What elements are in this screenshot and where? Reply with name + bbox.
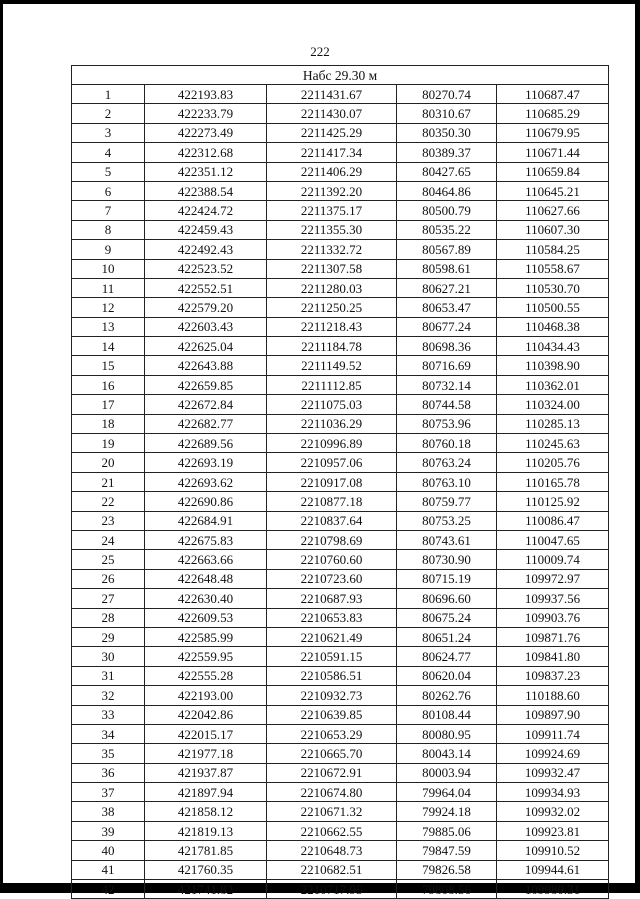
coord-y-cell: 2210591.15 bbox=[267, 647, 397, 666]
coord-x-local-cell: 80598.61 bbox=[397, 259, 497, 278]
coord-y-cell: 2210932.73 bbox=[267, 686, 397, 705]
point-number-cell: 33 bbox=[72, 705, 145, 724]
point-number-cell: 31 bbox=[72, 666, 145, 685]
coord-x-cell: 421819.13 bbox=[145, 821, 267, 840]
table-row bbox=[72, 821, 609, 840]
coord-y-cell: 2211430.07 bbox=[267, 104, 397, 123]
coord-y-local-cell: 110645.21 bbox=[497, 181, 609, 200]
coord-y-local-cell: 110324.00 bbox=[497, 395, 609, 414]
coord-y-cell: 2210672.91 bbox=[267, 763, 397, 782]
coord-y-local-cell: 110627.66 bbox=[497, 201, 609, 220]
coord-y-local-cell: 109910.52 bbox=[497, 841, 609, 860]
coord-y-cell: 2210760.60 bbox=[267, 550, 397, 569]
coord-y-cell: 2210639.85 bbox=[267, 705, 397, 724]
coord-x-cell: 421760.35 bbox=[145, 860, 267, 879]
coord-x-local-cell: 80310.67 bbox=[397, 104, 497, 123]
coord-x-local-cell: 80743.61 bbox=[397, 530, 497, 549]
coord-x-cell: 422552.51 bbox=[145, 278, 267, 297]
coord-y-cell: 2210674.80 bbox=[267, 783, 397, 802]
coord-x-cell: 422579.20 bbox=[145, 298, 267, 317]
coord-x-local-cell: 80270.74 bbox=[397, 85, 497, 104]
table-row bbox=[72, 530, 609, 549]
table-row bbox=[72, 375, 609, 394]
table-row bbox=[72, 317, 609, 336]
coord-x-local-cell: 80624.77 bbox=[397, 647, 497, 666]
point-number-cell: 9 bbox=[72, 240, 145, 259]
point-number-cell: 12 bbox=[72, 298, 145, 317]
scan-border-top bbox=[0, 0, 640, 4]
table-row bbox=[72, 220, 609, 239]
point-number-cell: 10 bbox=[72, 259, 145, 278]
coordinates-table bbox=[71, 65, 609, 899]
coord-x-local-cell: 80651.24 bbox=[397, 627, 497, 646]
coord-x-cell: 422492.43 bbox=[145, 240, 267, 259]
coord-x-cell: 422585.99 bbox=[145, 627, 267, 646]
coord-x-cell: 422630.40 bbox=[145, 589, 267, 608]
table-header: Набс 29.30 м bbox=[72, 66, 609, 85]
coord-x-local-cell: 80763.10 bbox=[397, 472, 497, 491]
coord-x-cell: 422675.83 bbox=[145, 530, 267, 549]
coord-y-local-cell: 109924.69 bbox=[497, 744, 609, 763]
coord-x-local-cell: 80535.22 bbox=[397, 220, 497, 239]
table-row bbox=[72, 337, 609, 356]
coord-y-local-cell: 110558.67 bbox=[497, 259, 609, 278]
page-number: 222 bbox=[310, 44, 330, 59]
coord-y-local-cell: 110165.78 bbox=[497, 472, 609, 491]
coord-x-local-cell: 80698.36 bbox=[397, 337, 497, 356]
table-row bbox=[72, 492, 609, 511]
table-row bbox=[72, 395, 609, 414]
table-row bbox=[72, 123, 609, 142]
table-row bbox=[72, 143, 609, 162]
coord-y-local-cell: 109841.80 bbox=[497, 647, 609, 666]
coord-x-cell: 421741.82 bbox=[145, 880, 267, 899]
coord-y-local-cell: 109911.74 bbox=[497, 724, 609, 743]
coord-y-cell: 2211392.20 bbox=[267, 181, 397, 200]
coord-y-cell: 2211075.03 bbox=[267, 395, 397, 414]
table-row bbox=[72, 744, 609, 763]
coord-x-local-cell: 80464.86 bbox=[397, 181, 497, 200]
point-number-cell: 41 bbox=[72, 860, 145, 879]
coord-x-local-cell: 80744.58 bbox=[397, 395, 497, 414]
table-row bbox=[72, 763, 609, 782]
coord-y-local-cell: 110047.65 bbox=[497, 530, 609, 549]
table-row bbox=[72, 686, 609, 705]
table-row bbox=[72, 627, 609, 646]
table-row bbox=[72, 647, 609, 666]
coord-x-cell: 422388.54 bbox=[145, 181, 267, 200]
coord-x-cell: 422663.66 bbox=[145, 550, 267, 569]
coord-x-local-cell: 79885.06 bbox=[397, 821, 497, 840]
coord-y-cell: 2211355.30 bbox=[267, 220, 397, 239]
coord-x-cell: 422693.62 bbox=[145, 472, 267, 491]
coord-x-cell: 421937.87 bbox=[145, 763, 267, 782]
point-number-cell: 23 bbox=[72, 511, 145, 530]
coord-x-cell: 421977.18 bbox=[145, 744, 267, 763]
coord-y-cell: 2210917.08 bbox=[267, 472, 397, 491]
coord-y-cell: 2210671.32 bbox=[267, 802, 397, 821]
coord-y-local-cell: 109923.81 bbox=[497, 821, 609, 840]
coord-x-local-cell: 80653.47 bbox=[397, 298, 497, 317]
coord-x-cell: 422659.85 bbox=[145, 375, 267, 394]
table-header-row bbox=[72, 66, 609, 85]
coord-x-local-cell: 80716.69 bbox=[397, 356, 497, 375]
coord-y-cell: 2210687.93 bbox=[267, 589, 397, 608]
coord-y-cell: 2210653.29 bbox=[267, 724, 397, 743]
table-row bbox=[72, 705, 609, 724]
coord-x-local-cell: 80675.24 bbox=[397, 608, 497, 627]
point-number-cell: 16 bbox=[72, 375, 145, 394]
coord-x-cell: 422682.77 bbox=[145, 414, 267, 433]
coord-y-cell: 2211184.78 bbox=[267, 337, 397, 356]
coord-y-local-cell: 110500.55 bbox=[497, 298, 609, 317]
point-number-cell: 6 bbox=[72, 181, 145, 200]
point-number-cell: 22 bbox=[72, 492, 145, 511]
coord-x-local-cell: 79964.04 bbox=[397, 783, 497, 802]
table-row bbox=[72, 569, 609, 588]
coord-x-local-cell: 80763.24 bbox=[397, 453, 497, 472]
coord-x-cell: 422193.00 bbox=[145, 686, 267, 705]
coord-x-local-cell: 80080.95 bbox=[397, 724, 497, 743]
coord-y-cell: 2210837.64 bbox=[267, 511, 397, 530]
coord-y-cell: 2210662.55 bbox=[267, 821, 397, 840]
coord-y-cell: 2210586.51 bbox=[267, 666, 397, 685]
coord-x-cell: 422643.88 bbox=[145, 356, 267, 375]
point-number-cell: 42 bbox=[72, 880, 145, 899]
table-row bbox=[72, 608, 609, 627]
coord-y-cell: 2210648.73 bbox=[267, 841, 397, 860]
coord-y-cell: 2210682.51 bbox=[267, 860, 397, 879]
point-number-cell: 5 bbox=[72, 162, 145, 181]
coord-y-cell: 2211036.29 bbox=[267, 414, 397, 433]
coord-x-local-cell: 79808.56 bbox=[397, 880, 497, 899]
coord-x-cell: 422648.48 bbox=[145, 569, 267, 588]
coord-y-cell: 2211112.85 bbox=[267, 375, 397, 394]
coord-x-cell: 422233.79 bbox=[145, 104, 267, 123]
point-number-cell: 36 bbox=[72, 763, 145, 782]
coord-y-local-cell: 109871.76 bbox=[497, 627, 609, 646]
table-row bbox=[72, 860, 609, 879]
coord-x-local-cell: 80620.04 bbox=[397, 666, 497, 685]
point-number-cell: 20 bbox=[72, 453, 145, 472]
coord-x-cell: 422523.52 bbox=[145, 259, 267, 278]
point-number-cell: 13 bbox=[72, 317, 145, 336]
coord-y-local-cell: 109932.47 bbox=[497, 763, 609, 782]
coord-x-local-cell: 80760.18 bbox=[397, 434, 497, 453]
table-row bbox=[72, 201, 609, 220]
coord-x-local-cell: 80677.24 bbox=[397, 317, 497, 336]
point-number-cell: 19 bbox=[72, 434, 145, 453]
coord-x-local-cell: 80759.77 bbox=[397, 492, 497, 511]
coord-y-local-cell: 110245.63 bbox=[497, 434, 609, 453]
coord-x-local-cell: 80715.19 bbox=[397, 569, 497, 588]
coord-x-cell: 421858.12 bbox=[145, 802, 267, 821]
table-row bbox=[72, 472, 609, 491]
coord-y-local-cell: 110685.29 bbox=[497, 104, 609, 123]
point-number-cell: 29 bbox=[72, 627, 145, 646]
point-number-cell: 2 bbox=[72, 104, 145, 123]
coord-x-local-cell: 80262.76 bbox=[397, 686, 497, 705]
coord-y-cell: 2210717.95 bbox=[267, 880, 397, 899]
coord-y-cell: 2210877.18 bbox=[267, 492, 397, 511]
coord-y-local-cell: 110659.84 bbox=[497, 162, 609, 181]
coord-y-cell: 2211425.29 bbox=[267, 123, 397, 142]
point-number-cell: 27 bbox=[72, 589, 145, 608]
coord-x-cell: 422689.56 bbox=[145, 434, 267, 453]
table-row bbox=[72, 434, 609, 453]
point-number-cell: 3 bbox=[72, 123, 145, 142]
coord-x-cell: 422424.72 bbox=[145, 201, 267, 220]
table-row bbox=[72, 356, 609, 375]
table-row bbox=[72, 278, 609, 297]
coord-x-cell: 422273.49 bbox=[145, 123, 267, 142]
coord-x-cell: 422625.04 bbox=[145, 337, 267, 356]
coord-y-cell: 2210996.89 bbox=[267, 434, 397, 453]
table-row bbox=[72, 453, 609, 472]
coord-y-cell: 2211375.17 bbox=[267, 201, 397, 220]
point-number-cell: 28 bbox=[72, 608, 145, 627]
coord-y-local-cell: 110009.74 bbox=[497, 550, 609, 569]
coord-x-cell: 422603.43 bbox=[145, 317, 267, 336]
coord-y-local-cell: 110205.76 bbox=[497, 453, 609, 472]
table-row bbox=[72, 802, 609, 821]
coord-y-local-cell: 110584.25 bbox=[497, 240, 609, 259]
coord-y-local-cell: 109937.56 bbox=[497, 589, 609, 608]
point-number-cell: 4 bbox=[72, 143, 145, 162]
coord-y-local-cell: 110530.70 bbox=[497, 278, 609, 297]
coord-y-cell: 2211149.52 bbox=[267, 356, 397, 375]
coord-y-local-cell: 110362.01 bbox=[497, 375, 609, 394]
coord-x-cell: 422015.17 bbox=[145, 724, 267, 743]
point-number-cell: 25 bbox=[72, 550, 145, 569]
coord-y-local-cell: 110671.44 bbox=[497, 143, 609, 162]
table-row bbox=[72, 85, 609, 104]
table-row bbox=[72, 841, 609, 860]
point-number-cell: 39 bbox=[72, 821, 145, 840]
coord-y-cell: 2210798.69 bbox=[267, 530, 397, 549]
coord-x-local-cell: 79847.59 bbox=[397, 841, 497, 860]
point-number-cell: 11 bbox=[72, 278, 145, 297]
coord-x-cell: 422312.68 bbox=[145, 143, 267, 162]
coord-x-local-cell: 80389.37 bbox=[397, 143, 497, 162]
point-number-cell: 35 bbox=[72, 744, 145, 763]
table-row bbox=[72, 181, 609, 200]
coord-y-local-cell: 110285.13 bbox=[497, 414, 609, 433]
point-number-cell: 15 bbox=[72, 356, 145, 375]
table-row bbox=[72, 666, 609, 685]
coord-x-local-cell: 80696.60 bbox=[397, 589, 497, 608]
coord-y-local-cell: 109972.97 bbox=[497, 569, 609, 588]
coordinates-table-body bbox=[72, 66, 609, 899]
coord-x-cell: 422690.86 bbox=[145, 492, 267, 511]
coord-y-local-cell: 109944.61 bbox=[497, 860, 609, 879]
point-number-cell: 14 bbox=[72, 337, 145, 356]
coord-x-cell: 422693.19 bbox=[145, 453, 267, 472]
point-number-cell: 18 bbox=[72, 414, 145, 433]
point-number-cell: 26 bbox=[72, 569, 145, 588]
table-row bbox=[72, 783, 609, 802]
table-row bbox=[72, 589, 609, 608]
coord-y-cell: 2211417.34 bbox=[267, 143, 397, 162]
table-row bbox=[72, 298, 609, 317]
table-row bbox=[72, 240, 609, 259]
scan-border-right bbox=[635, 0, 640, 893]
coord-x-cell: 422351.12 bbox=[145, 162, 267, 181]
coord-x-local-cell: 80567.89 bbox=[397, 240, 497, 259]
coord-x-local-cell: 80350.30 bbox=[397, 123, 497, 142]
coord-y-cell: 2210723.60 bbox=[267, 569, 397, 588]
coord-x-local-cell: 79924.18 bbox=[397, 802, 497, 821]
coord-y-local-cell: 109837.23 bbox=[497, 666, 609, 685]
coord-x-cell: 421897.94 bbox=[145, 783, 267, 802]
coord-y-cell: 2211431.67 bbox=[267, 85, 397, 104]
coord-y-local-cell: 109932.02 bbox=[497, 802, 609, 821]
table-row bbox=[72, 259, 609, 278]
coord-y-cell: 2211307.58 bbox=[267, 259, 397, 278]
table-row bbox=[72, 880, 609, 899]
point-number-cell: 8 bbox=[72, 220, 145, 239]
coord-y-local-cell: 109980.31 bbox=[497, 880, 609, 899]
coord-x-local-cell: 79826.58 bbox=[397, 860, 497, 879]
coord-y-local-cell: 109897.90 bbox=[497, 705, 609, 724]
point-number-cell: 7 bbox=[72, 201, 145, 220]
coord-y-local-cell: 110188.60 bbox=[497, 686, 609, 705]
point-number-cell: 32 bbox=[72, 686, 145, 705]
point-number-cell: 34 bbox=[72, 724, 145, 743]
scan-border-left bbox=[0, 0, 3, 893]
coord-y-cell: 2211406.29 bbox=[267, 162, 397, 181]
coord-x-cell: 421781.85 bbox=[145, 841, 267, 860]
coord-y-local-cell: 110398.90 bbox=[497, 356, 609, 375]
coord-y-cell: 2210665.70 bbox=[267, 744, 397, 763]
coord-x-local-cell: 80732.14 bbox=[397, 375, 497, 394]
coord-x-cell: 422672.84 bbox=[145, 395, 267, 414]
coord-y-cell: 2211218.43 bbox=[267, 317, 397, 336]
coord-y-local-cell: 110679.95 bbox=[497, 123, 609, 142]
table-row bbox=[72, 414, 609, 433]
coord-x-local-cell: 80753.96 bbox=[397, 414, 497, 433]
coord-x-cell: 422193.83 bbox=[145, 85, 267, 104]
coord-x-local-cell: 80753.25 bbox=[397, 511, 497, 530]
point-number-cell: 17 bbox=[72, 395, 145, 414]
coord-y-cell: 2210621.49 bbox=[267, 627, 397, 646]
coord-y-local-cell: 109903.76 bbox=[497, 608, 609, 627]
point-number-cell: 1 bbox=[72, 85, 145, 104]
coord-y-cell: 2211332.72 bbox=[267, 240, 397, 259]
coord-x-local-cell: 80427.65 bbox=[397, 162, 497, 181]
coord-y-cell: 2210957.06 bbox=[267, 453, 397, 472]
coord-y-cell: 2211250.25 bbox=[267, 298, 397, 317]
coord-y-local-cell: 110468.38 bbox=[497, 317, 609, 336]
table-row bbox=[72, 724, 609, 743]
coord-y-local-cell: 110434.43 bbox=[497, 337, 609, 356]
coord-x-local-cell: 80108.44 bbox=[397, 705, 497, 724]
coord-y-local-cell: 110687.47 bbox=[497, 85, 609, 104]
point-number-cell: 30 bbox=[72, 647, 145, 666]
coord-x-cell: 422684.91 bbox=[145, 511, 267, 530]
coord-x-local-cell: 80730.90 bbox=[397, 550, 497, 569]
coord-y-cell: 2211280.03 bbox=[267, 278, 397, 297]
point-number-cell: 37 bbox=[72, 783, 145, 802]
coord-x-cell: 422609.53 bbox=[145, 608, 267, 627]
coord-y-local-cell: 110086.47 bbox=[497, 511, 609, 530]
table-row bbox=[72, 104, 609, 123]
coord-x-cell: 422555.28 bbox=[145, 666, 267, 685]
coord-y-local-cell: 110125.92 bbox=[497, 492, 609, 511]
coord-x-local-cell: 80627.21 bbox=[397, 278, 497, 297]
coord-x-local-cell: 80043.14 bbox=[397, 744, 497, 763]
point-number-cell: 38 bbox=[72, 802, 145, 821]
table-row bbox=[72, 511, 609, 530]
coord-y-local-cell: 110607.30 bbox=[497, 220, 609, 239]
coord-y-local-cell: 109934.93 bbox=[497, 783, 609, 802]
point-number-cell: 24 bbox=[72, 530, 145, 549]
table-row bbox=[72, 550, 609, 569]
coord-x-cell: 422042.86 bbox=[145, 705, 267, 724]
coord-x-cell: 422559.95 bbox=[145, 647, 267, 666]
coord-x-local-cell: 80003.94 bbox=[397, 763, 497, 782]
coord-x-local-cell: 80500.79 bbox=[397, 201, 497, 220]
point-number-cell: 40 bbox=[72, 841, 145, 860]
coord-x-cell: 422459.43 bbox=[145, 220, 267, 239]
table-row bbox=[72, 162, 609, 181]
point-number-cell: 21 bbox=[72, 472, 145, 491]
coord-y-cell: 2210653.83 bbox=[267, 608, 397, 627]
